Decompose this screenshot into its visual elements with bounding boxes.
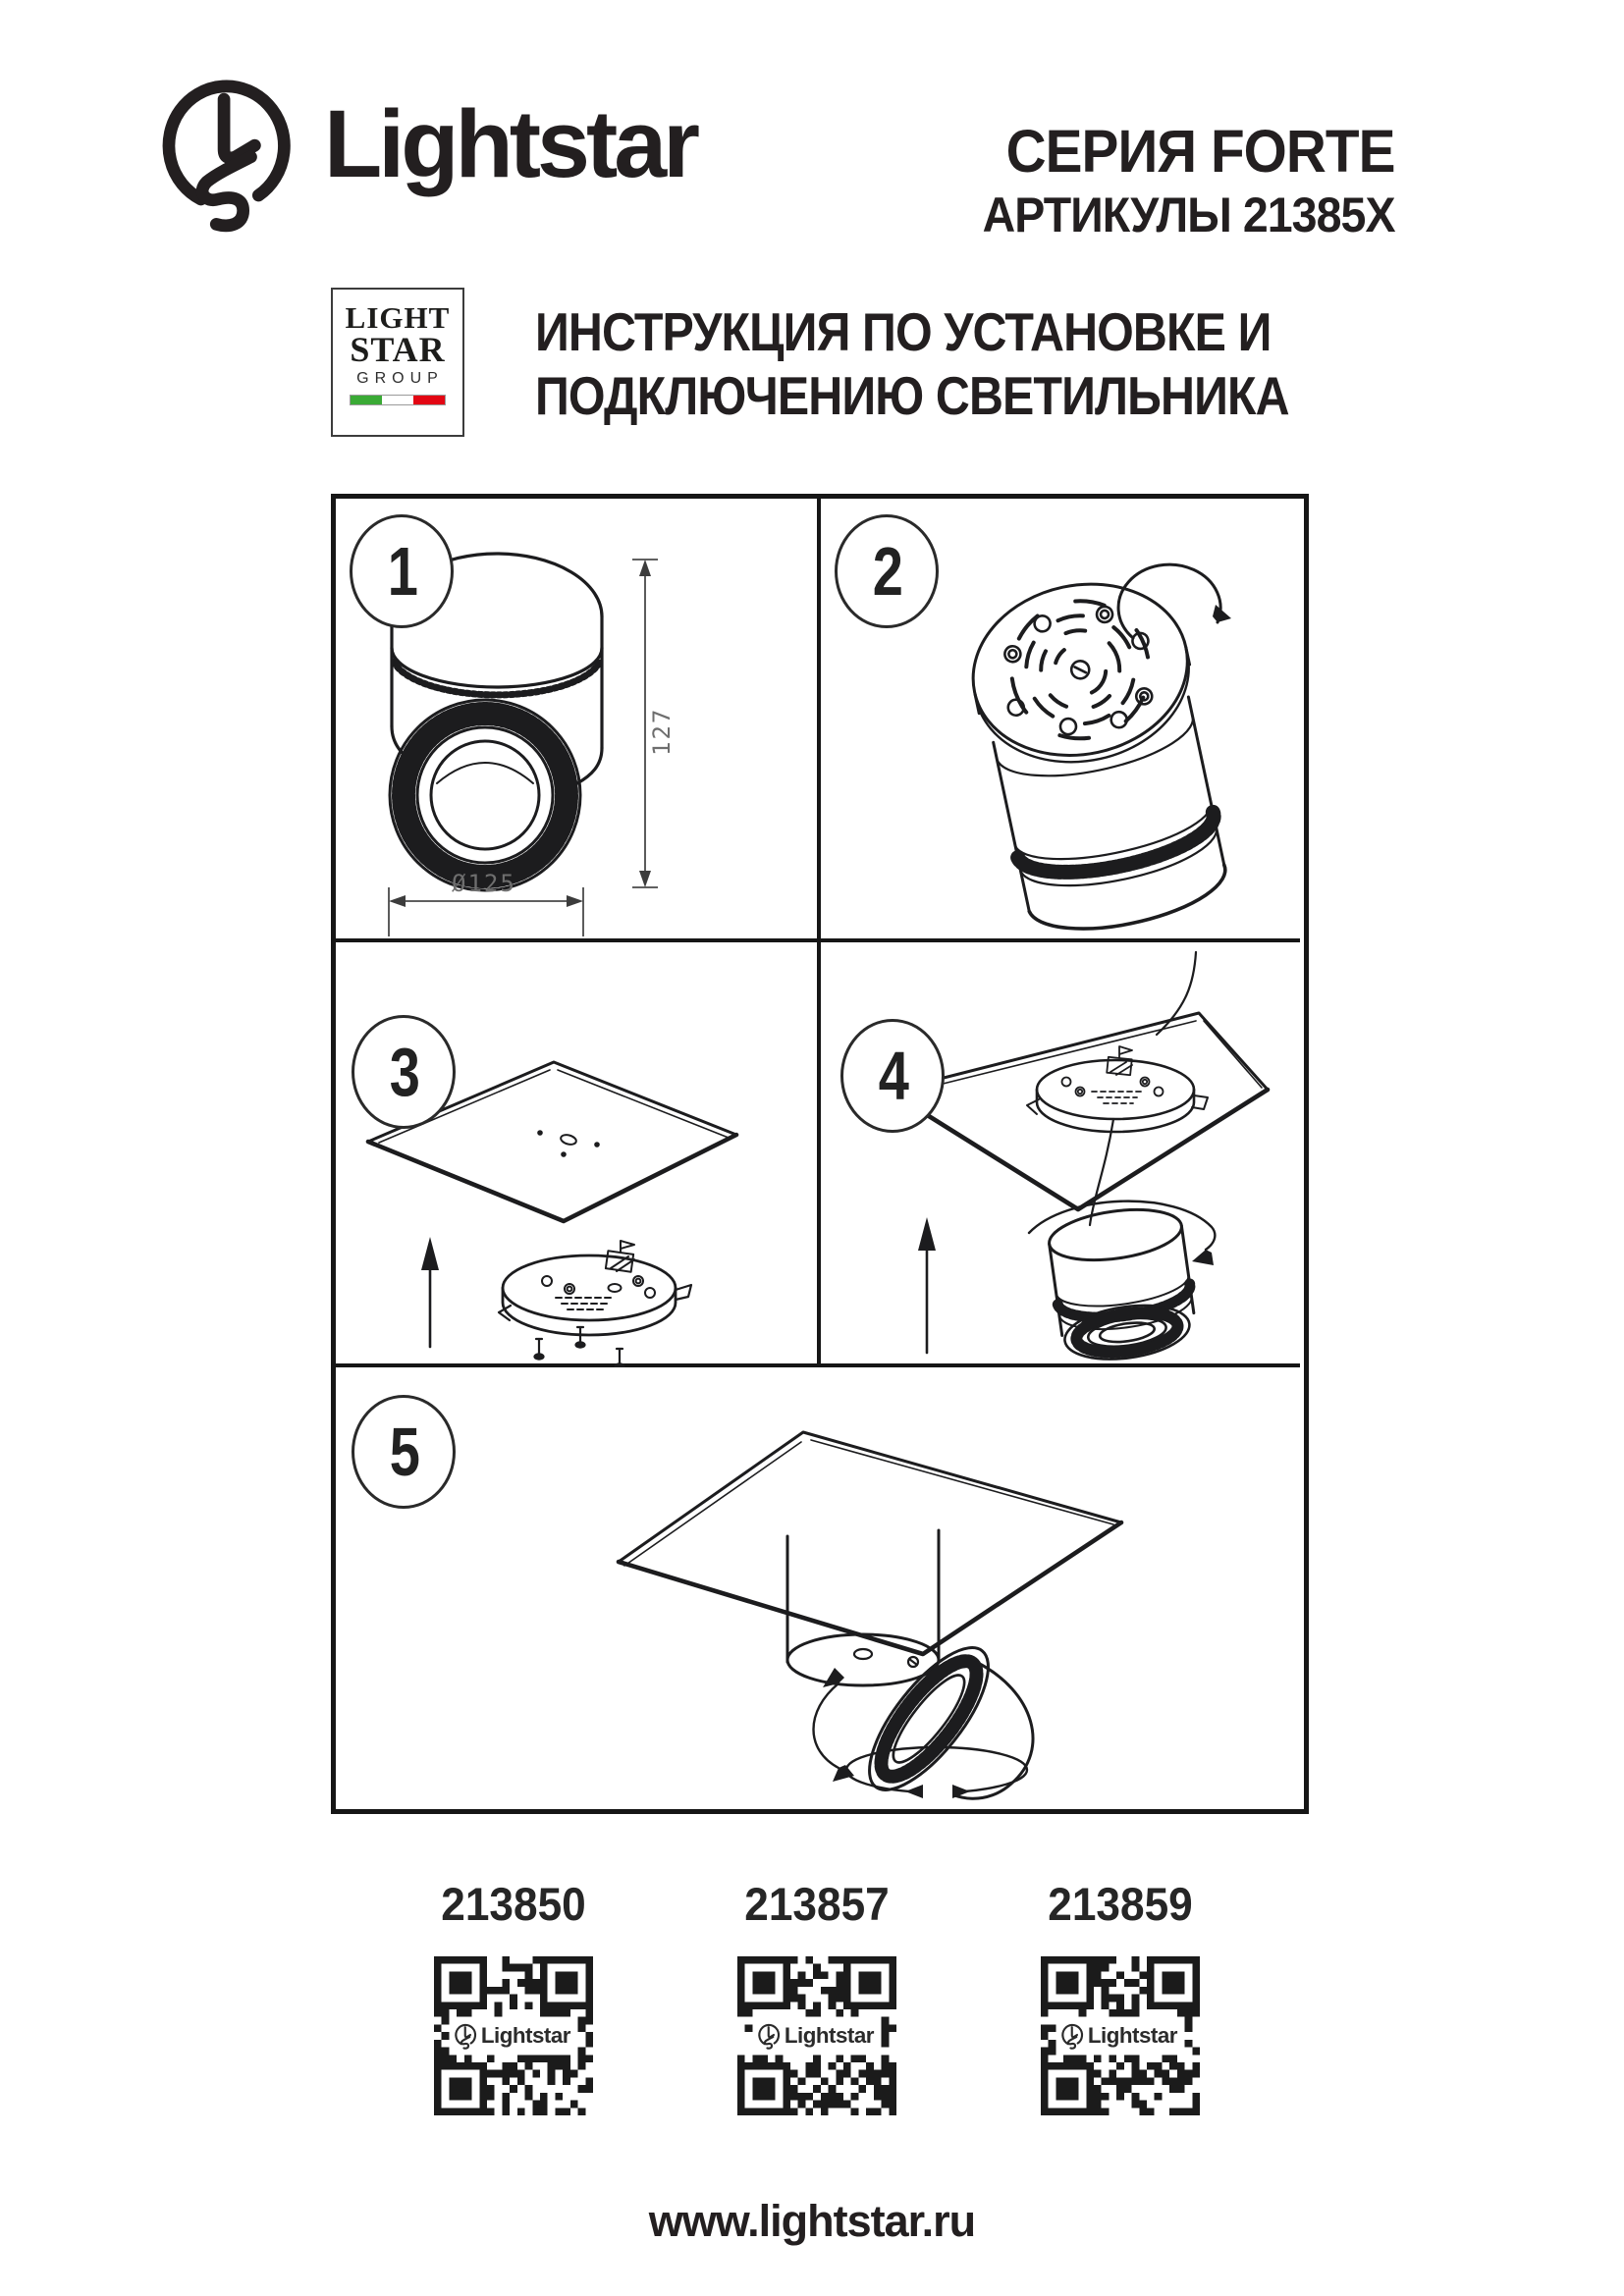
article-213857 [689, 1877, 945, 2115]
instruction-steps-grid [331, 494, 1309, 1814]
step-3-badge [352, 1015, 456, 1129]
ceiling-panel [890, 1013, 1268, 1209]
ceiling-panel [619, 1432, 1121, 1654]
step-3-panel [336, 942, 821, 1367]
qr-code [1041, 1956, 1200, 2115]
step-number: 2 [872, 533, 901, 610]
group-logo-group: GROUP [356, 370, 444, 387]
step-4-drawing-attach-body [821, 942, 1300, 1367]
series-articles: АРТИКУЛЫ 21385X [983, 187, 1395, 242]
lamp-body [993, 697, 1232, 942]
website-url: www.lightstar.ru [648, 2196, 976, 2246]
svg-text:Lightstar: Lightstar [784, 2022, 874, 2048]
step-5-panel [336, 1367, 1300, 1801]
group-logo-light: LIGHT [345, 300, 451, 335]
article-code: 213859 [1048, 1878, 1193, 1930]
title-line-2: ПОДКЛЮЧЕНИЮ СВЕТИЛЬНИКА [535, 365, 1289, 426]
svg-text:Lightstar: Lightstar [1087, 2022, 1177, 2048]
brand-logo [145, 61, 696, 241]
step-2-panel [821, 499, 1300, 942]
italian-flag-bar [350, 395, 446, 405]
step-4-panel [821, 942, 1300, 1367]
brand-wordmark: Lightstar [324, 90, 696, 197]
mounting-plate [499, 1241, 691, 1335]
lamp-lens [390, 700, 580, 890]
step-1-panel [336, 499, 821, 942]
mount-cup [787, 1530, 939, 1685]
lamp-head [849, 1630, 1033, 1801]
rotation-arrow-icon [1118, 564, 1231, 638]
group-logo-star: STAR [350, 330, 446, 369]
lightstar-bulb-icon [145, 61, 310, 241]
dimension-height [632, 560, 676, 887]
plate-face-details [542, 1241, 655, 1309]
article-213850 [386, 1877, 641, 2115]
article-code: 213850 [441, 1878, 586, 1930]
svg-text:Lightstar: Lightstar [480, 2022, 570, 2048]
up-arrow-icon [918, 1217, 936, 1353]
ceiling-mount-holes [537, 1130, 600, 1157]
series-title: СЕРИЯ FORTE [1006, 118, 1395, 185]
dimension-diameter [389, 870, 583, 936]
diameter-dimension-label: Ø125 [452, 870, 516, 897]
plate-face-details [1062, 1046, 1164, 1103]
step-1-badge [350, 514, 454, 628]
article-213859 [993, 1877, 1248, 2115]
step-2-badge [835, 514, 939, 628]
qr-code [434, 1956, 593, 2115]
step-5-badge [352, 1395, 456, 1509]
lightstar-group-logo [331, 288, 464, 437]
step-3-drawing-mount-plate [336, 942, 821, 1367]
qr-code [737, 1956, 896, 2115]
height-dimension-label: 127 [648, 707, 676, 756]
up-arrow-icon [421, 1237, 439, 1347]
lamp-lens [1061, 1299, 1193, 1366]
flag-green-segment [351, 396, 382, 404]
article-code: 213857 [744, 1878, 890, 1930]
wire-to-lamp [1090, 1119, 1113, 1225]
step-number: 3 [389, 1034, 418, 1110]
flag-red-segment [413, 396, 445, 404]
document-title [535, 300, 1289, 428]
mounting-plate [1027, 1046, 1208, 1132]
flag-white-segment [382, 396, 413, 404]
step-number: 5 [389, 1414, 418, 1490]
step-number: 1 [387, 533, 416, 610]
series-header [983, 116, 1395, 243]
title-line-1: ИНСТРУКЦИЯ ПО УСТАНОВКЕ И [535, 301, 1272, 362]
step-number: 4 [878, 1038, 907, 1114]
plate-screw-holes [991, 595, 1164, 749]
step-5-drawing-adjust-head [336, 1367, 1304, 1801]
step-4-badge [840, 1019, 945, 1133]
